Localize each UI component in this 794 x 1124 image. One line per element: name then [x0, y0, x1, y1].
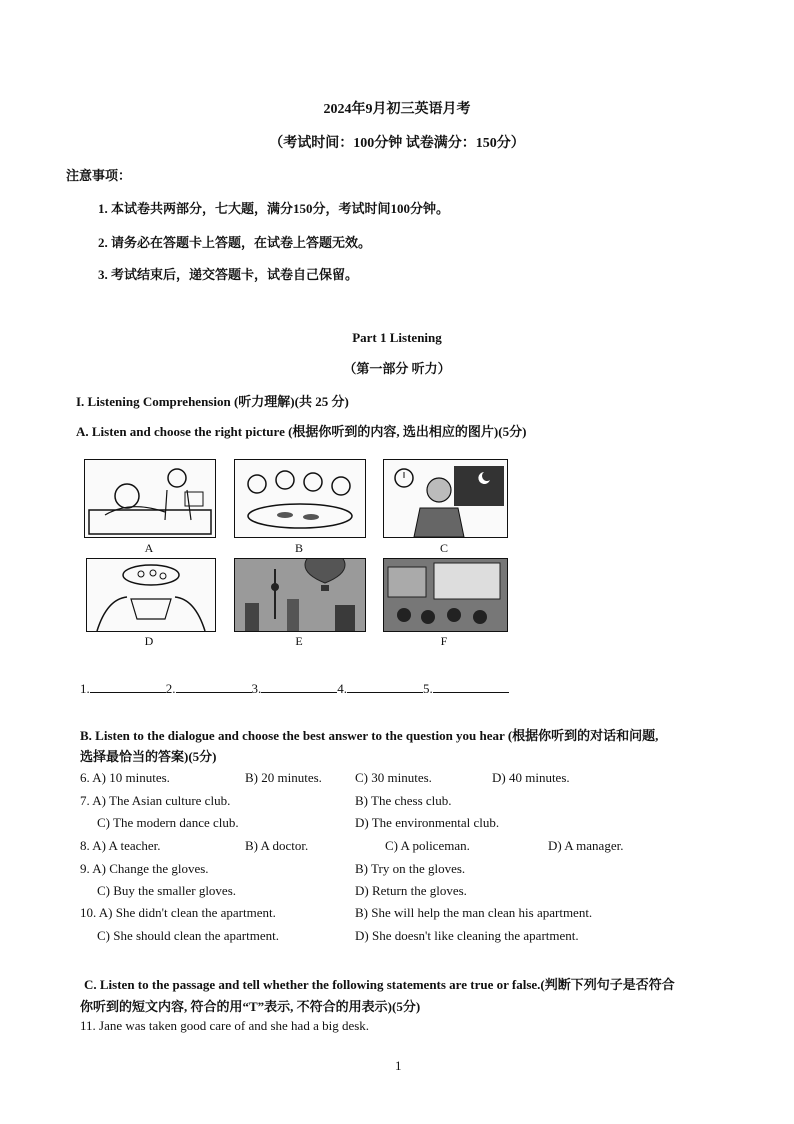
blank-label: 2.: [165, 681, 176, 696]
picture-a-label: A: [144, 541, 154, 555]
notice-item: 1. 本试卷共两部分，七大题，满分150分，考试时间100分钟。: [98, 201, 450, 216]
q9-option-c: C) Buy the smaller gloves.: [97, 883, 237, 898]
exam-subtitle: （考试时间：100分钟 试卷满分：150分）: [269, 136, 525, 151]
sectionA-heading: A. Listen and choose the right picture (根据你听到的内容, 选出相应的图片)(5分): [76, 424, 527, 439]
picture-f-label: F: [440, 634, 448, 648]
picture-e: [234, 558, 366, 632]
blank-label: 5.: [423, 681, 433, 696]
section1-heading: I. Listening Comprehension (听力理解)(共 25 分): [76, 394, 349, 409]
notice-item: 3. 考试结束后，递交答题卡，试卷自己保留。: [98, 267, 359, 282]
q9-option-d: D) Return the gloves.: [355, 883, 467, 898]
page-number: 1: [395, 1058, 402, 1073]
sectionB-heading: B. Listen to the dialogue and choose the best answer to the question you hear (根据你听到的对话和问题,: [80, 728, 659, 743]
picture-f: [383, 558, 508, 632]
exam-title: 2024年9月初三英语月考: [323, 102, 471, 117]
picture-d-label: D: [144, 634, 154, 648]
q10-option-c: C) She should clean the apartment.: [97, 928, 279, 943]
picture-b-label: B: [294, 541, 303, 555]
q6-option-b: B) 20 minutes.: [245, 770, 322, 785]
q7-option-c: C) The modern dance club.: [97, 815, 239, 830]
q7-option-b: B) The chess club.: [355, 793, 452, 808]
q7-option-d: D) The environmental club.: [355, 815, 500, 830]
picture-b: [234, 459, 366, 538]
sectionC-heading-cont: 你听到的短文内容, 符合的用“T”表示, 不符合的用表示)(5分): [80, 999, 421, 1014]
part1-title: Part 1 Listening: [352, 330, 442, 345]
q10-option-d: D) She doesn't like cleaning the apartment.: [355, 928, 579, 943]
q8-option-b: B) A doctor.: [245, 838, 309, 853]
blank-label: 1.: [80, 681, 90, 696]
answer-blank[interactable]: [347, 680, 423, 693]
q6-option-a: 6. A) 10 minutes.: [80, 770, 170, 785]
sectionB-heading-cont: 选择最恰当的答案)(5分): [80, 749, 217, 764]
answer-blank[interactable]: [433, 680, 509, 693]
q8-option-d: D) A manager.: [548, 838, 624, 853]
part1-subtitle: （第一部分 听力）: [343, 361, 451, 376]
blank-label: 4.: [337, 681, 347, 696]
answer-blank[interactable]: [90, 680, 166, 693]
notice-heading: 注意事项：: [66, 168, 132, 183]
q8-option-a: 8. A) A teacher.: [80, 838, 161, 853]
q6-option-c: C) 30 minutes.: [355, 770, 432, 785]
q10-option-a: 10. A) She didn't clean the apartment.: [80, 905, 276, 920]
q10-option-b: B) She will help the man clean his apartment.: [355, 905, 593, 920]
picture-a: [84, 459, 216, 538]
q7-option-a: 7. A) The Asian culture club.: [80, 793, 231, 808]
answer-blank[interactable]: [261, 680, 337, 693]
q6-option-d: D) 40 minutes.: [492, 770, 570, 785]
q8-option-c: C) A policeman.: [385, 838, 470, 853]
notice-item: 2. 请务必在答题卡上答题，在试卷上答题无效。: [98, 235, 372, 250]
picture-e-label: E: [295, 634, 303, 648]
sectionC-heading: C. Listen to the passage and tell whether the following statements are true or false.(判断下列句子是否符合: [84, 977, 675, 992]
blank-label: 3.: [251, 681, 262, 696]
picture-c-label: C: [439, 541, 448, 555]
answer-blank[interactable]: [176, 680, 252, 693]
q11-statement: 11. Jane was taken good care of and she had a big desk.: [80, 1018, 370, 1033]
picture-c: [383, 459, 508, 538]
picture-d: [86, 558, 216, 632]
answer-blanks: [80, 680, 509, 697]
q9-option-b: B) Try on the gloves.: [355, 861, 466, 876]
q9-option-a: 9. A) Change the gloves.: [80, 861, 209, 876]
